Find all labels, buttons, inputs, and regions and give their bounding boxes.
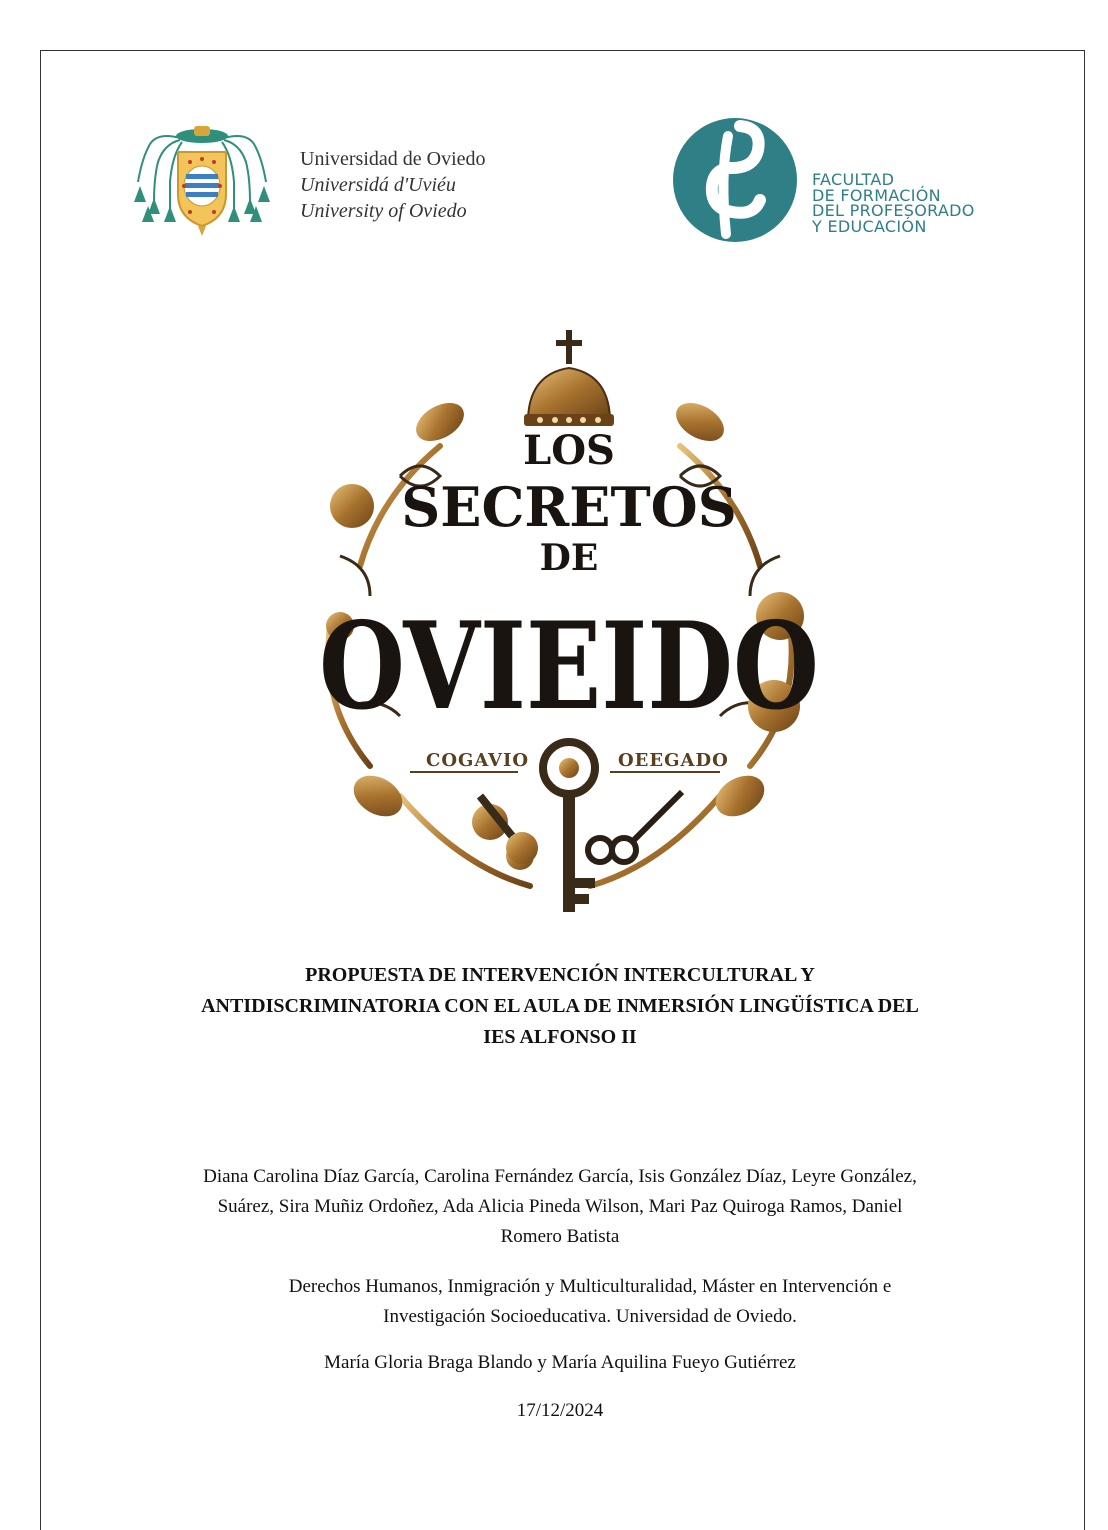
supervisors: María Gloria Braga Blando y María Aquilina Fueyo Gutiérrez — [324, 1352, 796, 1373]
title-line-3: IES ALFONSO II — [483, 1026, 637, 1048]
university-name-ast: Universidá d'Uviéu — [300, 174, 456, 196]
authors-line-3: Romero Batista — [500, 1226, 620, 1247]
emblem-banner-right: OEEGADO — [618, 750, 729, 771]
emblem-word-oviedo: OVIEIDO — [319, 596, 819, 737]
university-names — [300, 146, 486, 224]
key-icon — [543, 742, 595, 912]
faculty-logo-icon — [670, 116, 800, 244]
document-title — [100, 960, 1020, 1053]
emblem-word-de: DE — [539, 537, 599, 579]
title-line-1: PROPUESTA DE INTERVENCIÓN INTERCULTURAL Y — [305, 964, 815, 986]
authors — [110, 1162, 1010, 1252]
document-date: 17/12/2024 — [516, 1400, 604, 1421]
university-name-en: University of Oviedo — [300, 200, 467, 222]
title-line-2: ANTIDISCRIMINATORIA CON EL AULA DE INMERSIÓN LINGÜÍSTICA DEL — [201, 995, 919, 1017]
university-name-es: Universidad de Oviedo — [300, 148, 486, 170]
course-line-2: Investigación Socioeducativa. Universidad de Oviedo. — [383, 1306, 797, 1327]
faculty-name: FACULTAD DE FORMACIÓN DEL PROFESORADO Y EDUCACIÓN — [812, 170, 975, 236]
course-info — [140, 1272, 1040, 1332]
los-secretos-de-oviedo-emblem — [290, 326, 830, 922]
emblem-word-secretos: SECRETOS — [401, 475, 737, 539]
emblem-word-los: LOS — [523, 427, 615, 474]
emblem-banner-left: COGAVIO — [426, 750, 530, 771]
small-key-icon — [588, 792, 682, 862]
university-coat-of-arms-icon — [128, 122, 276, 238]
authors-line-1: Diana Carolina Díaz García, Carolina Fernández García, Isis González Díaz, Leyre González, — [203, 1166, 917, 1187]
authors-line-2: Suárez, Sira Muñiz Ordoñez, Ada Alicia Pineda Wilson, Mari Paz Quiroga Ramos, Daniel — [217, 1196, 903, 1217]
course-line-1: Derechos Humanos, Inmigración y Multiculturalidad, Máster en Intervención e — [288, 1276, 892, 1297]
